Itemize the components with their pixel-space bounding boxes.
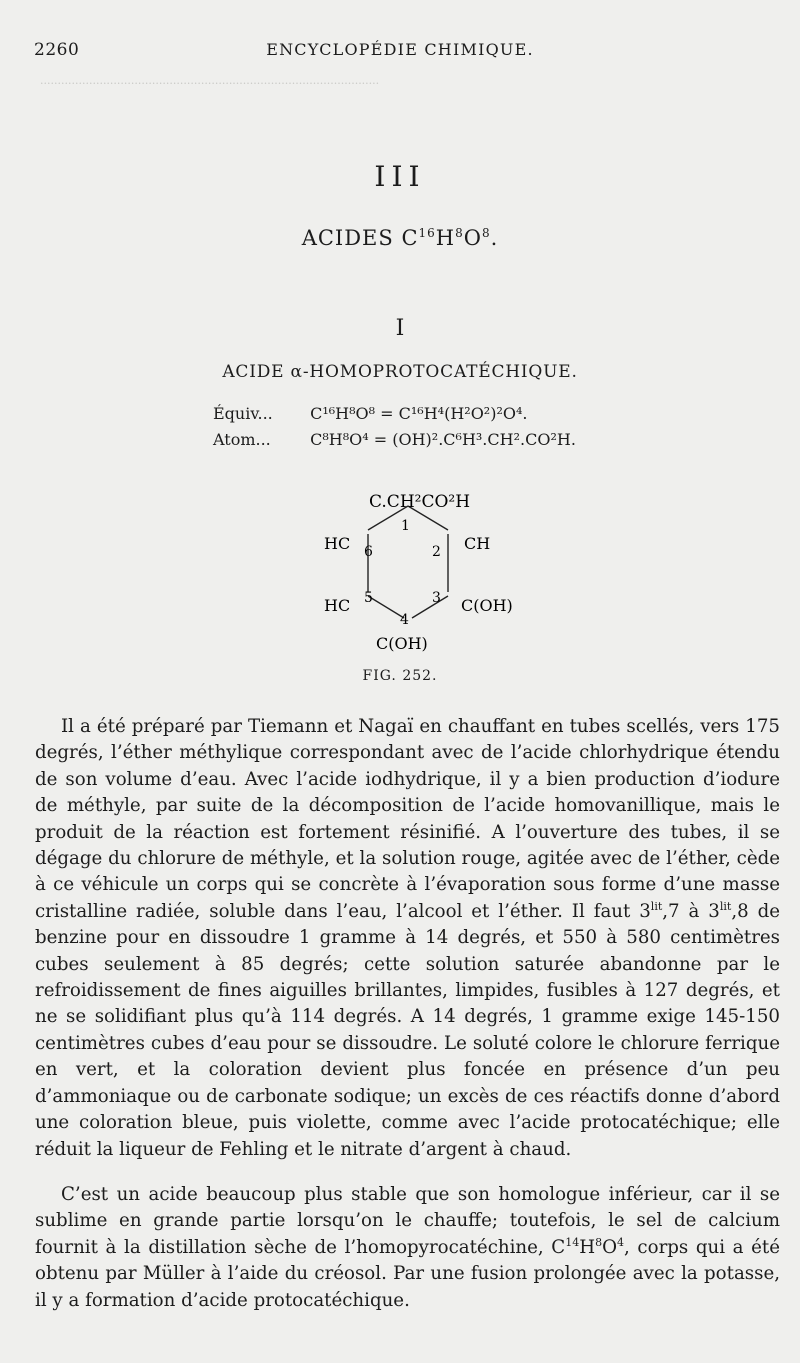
atomic-formula-row xyxy=(213,430,576,456)
section-number: III xyxy=(374,160,426,193)
atom-label: Atom... xyxy=(213,430,271,449)
section-title: ACIDES $C^{16}H^8O^8$. xyxy=(301,226,499,250)
atom-formula: C⁸H⁸O⁴ = (OH)².C⁶H³.CH².CO²H. xyxy=(310,430,576,449)
benzene-ring-structure xyxy=(300,478,540,668)
top-group-label: C.CH²CO²H xyxy=(369,492,471,512)
equiv-formula: C¹⁶H⁸O⁸ = C¹⁶H⁴(H²O²)²O⁴. xyxy=(310,404,528,423)
page-header xyxy=(30,40,770,70)
ring-position-3: 3 xyxy=(432,590,441,606)
equiv-label: Équiv... xyxy=(213,404,273,423)
equivalent-formula-row xyxy=(213,404,576,430)
subsection-number: I xyxy=(395,316,405,341)
right-lower-label: C(OH) xyxy=(461,596,513,615)
ring-position-1: 1 xyxy=(401,518,410,534)
subsection-title: ACIDE α-HOMOPROTOCATÉCHIQUE. xyxy=(222,362,578,382)
formula-table xyxy=(213,404,576,456)
left-upper-label: HC xyxy=(324,534,351,553)
figure-caption: FIG. 252. xyxy=(362,668,438,684)
right-upper-label: CH xyxy=(464,534,491,553)
ring-position-4: 4 xyxy=(400,612,409,628)
running-title: ENCYCLOPÉDIE CHIMIQUE. xyxy=(266,40,534,59)
body-paragraph-2: C’est un acide beaucoup plus stable que son homologue inférieur, car il se sublime en grande partie lorsqu’on le chauffe; toutefois, le sel de calcium fournit à la distillation sèche de l’homopyrocatéchine, $C^{14}H^8O^4$, corps qui a été obtenu par Müller à l’aide du créosol. Par une fusion prolongée avec la potasse, il y a formation d’acide protocatéchique. xyxy=(35,1184,780,1311)
left-lower-label: HC xyxy=(324,596,351,615)
ring-position-5: 5 xyxy=(364,590,373,606)
bottom-label: C(OH) xyxy=(376,634,428,653)
ring-position-6: 6 xyxy=(364,544,373,560)
bleed-through-text: ................................................................................................. xyxy=(40,74,380,87)
body-paragraph-1: Il a été préparé par Tiemann et Nagaï en chauffant en tubes scellés, vers 175 degrés, l’éther méthylique correspondant avec de l’acide chlorhydrique étendu de son volume d’eau. Avec l’acide iodhydrique, il y a bien production d’iodure de méthyle, par suite de la décomposition de l’acide homovanillique, mais le produit de la réaction est fortement résinifié. A l’ouverture des tubes, il se dégage du chlorure de méthyle, et la solution rouge, agitée avec de l’éther, cède à ce véhicule un corps qui se concrète à l’évaporation sous forme d’une masse cristalline radiée, soluble dans l’eau, l’alcool et l’éther. Il faut $3^{lit},7$ à $3^{lit},8$ de benzine pour en dissoudre 1 gramme à 14 degrés, et 550 à 580 centimètres cubes seulement à 85 degrés; cette solution saturée abandonne par le refroidissement de fines aiguilles brillantes, limpides, fusibles à 127 degrés, et ne se solidifiant plus qu’à 114 degrés. A 14 degrés, 1 gramme exige 145-150 centimètres cubes d’eau pour se dissoudre. Le soluté colore le chlorure ferrique en vert, et la coloration devient plus foncée en présence d’un peu d’ammoniaque ou de carbonate sodique; un excès de ces réactifs donne d’abord une coloration bleue, puis violette, comme avec l’acide protocatéchique; elle réduit la liqueur de Fehling et le nitrate d’argent à chaud. xyxy=(35,716,780,1160)
ring-position-2: 2 xyxy=(432,544,441,560)
page-number: 2260 xyxy=(34,40,80,60)
